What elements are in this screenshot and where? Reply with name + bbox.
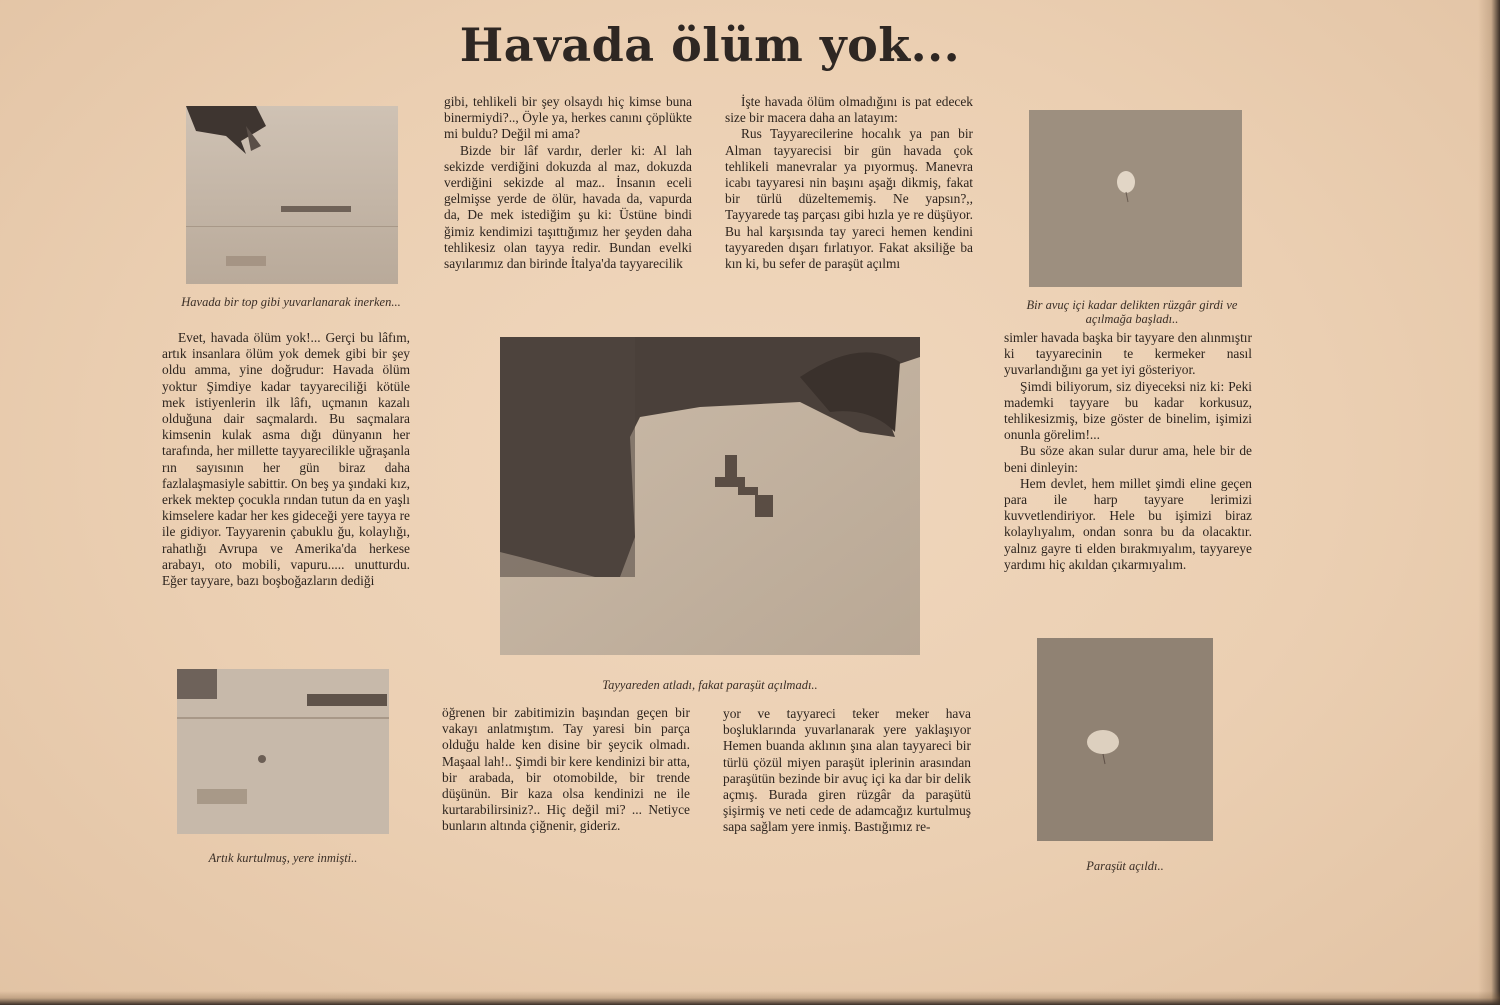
photo-plane-falling: [186, 106, 398, 284]
column-2-upper: [444, 94, 692, 272]
paragraph: Rus Tayyarecilerine hocalık ya pan bir Alman tayyarecisi bir gün havada çok tehlikeli manevralar ya pıyormuş. Manevra icabı tayyaresi nin başını aşağı dikmiş, fakat bir türlü düzeltememiş. Ne yapsın?,, Tayyarede taş parçası gibi hızla ye re düşüyor. Bu hal karşısında tay yareci hemen kendini tayyareden dışarı fırlatıyor. Fakat aksiliğe ba kın ki, bu sefer de paraşüt açılmı: [725, 126, 973, 272]
column-4-middle: [1004, 330, 1252, 573]
page-edge-shadow: [1478, 0, 1500, 1005]
paragraph: Şimdi biliyorum, siz diyeceksi niz ki: Peki mademki tayyare bu kadar korkusuz, tehlikesizmiş, bize göster de binelim, işimizi onunla görelim!...: [1004, 378, 1252, 443]
column-2-lower: [442, 705, 690, 835]
caption-bottom-right: Paraşüt açıldı..: [1086, 859, 1164, 873]
paragraph: öğrenen bir zabitimizin başından geçen bir vakayı anlatmıştım. Tay yaresi bin parça olduğu halde ken disine bir şeycik olmadı. Maşaal lah!.. Şimdi bir kere kendinizi bir atta, bir arabada, bir otomobilde, bir trende düşünün. Bir kaza olsa kendinizi ne ile kurtarabilirsiniz?.. Hiç değil mi? ... Netiyce bunların altında çiğnenir, gideriz.: [442, 705, 690, 834]
paragraph: simler havada başka bir tayyare den alınmıştır ki tayyarecinin te kermeker nasıl yuvarlandığını ga yet iyi gösteriyor.: [1004, 330, 1252, 378]
photo-parachute-opening: [1029, 110, 1242, 287]
paragraph: yor ve tayyareci teker meker hava boşluklarında yuvarlanarak yere yaklaşıyor Hemen buanda aklının şına alan tayyareci bir türlü çözül miyen paraşüt iplerinin arasından paraşütün bezinde bir avuç içi ka dar bir delik açmış. Burada giren rüzgâr da paraşütü şişirmiş ve neti cede de adamcağız kurtulmuş sapa sağlam yere inmiş. Bastığımız re-: [723, 706, 971, 835]
caption-top-left: Havada bir top gibi yuvarlanarak inerken...: [181, 295, 401, 309]
photo-landed: [177, 669, 389, 834]
paragraph: Evet, havada ölüm yok!... Gerçi bu lâfım, artık insanlara ölüm yok demek gibi bir şey oldu amma, yine doğrudur: Havada ölüm yoktur Şimdiye kadar tayyareciliği kötüle mek istiyenlerin ilk lâfı, uçmanın kazalı olduğuna dair saçmalardı. Bu saçmalara kimsenin kulak asma dığı dünyanın her tarafında, her millette tayyarecilikle uğraşanla rın sayısının her gün biraz daha fazlalaşmasiyle sabittir. On beş ya şındaki kız, erkek mektep çocukla rından tutun da en yaşlı kimselere kadar her kes gideceği yere tayya re ile gidiyor. Tayyarenin çabuklu ğu, kolaylığı, rahatlığı Avrupa ve Amerika'da herkese arabayı, oto mobili, vapuru..... unutturdu. Eğer tayyare, bazı boşboğazların dediği: [162, 330, 410, 589]
paragraph: İşte havada ölüm olmadığını is pat edecek size bir macera daha an latayım:: [725, 94, 973, 126]
headline: Havada ölüm yok...: [459, 18, 961, 72]
paragraph: Bizde bir lâf vardır, derler ki: Al lah sekizde verdiğini dokuzda al maz, dokuzda verdiğini sekizde al maz.. İnsanın eceli gelmişse yerde de ölür, havada da, vapurda da, De mek istediğim şu ki: Üstüne bindi ğimiz kendimizi taşıttığımız her şeyden daha tehlikesiz olan tayya redir. Bundan evelki sayılarımız dan birinde İtalya'da tayyarecilik: [444, 142, 692, 272]
photo-jump-from-plane: [500, 337, 920, 655]
page-bottom-shadow: [0, 991, 1500, 1005]
caption-bottom-left: Artık kurtulmuş, yere inmişti..: [208, 851, 358, 865]
caption-top-right: Bir avuç içi kadar delikten rüzgâr girdi ve açılmağa başladı..: [1026, 298, 1238, 326]
column-3-lower: [723, 706, 971, 836]
column-3-upper: [725, 94, 973, 272]
paragraph: gibi, tehlikeli bir şey olsaydı hiç kimse buna binermiydi?.., Öyle ya, herkes canını çöplükte mi buldu? Değil mi ama?: [444, 94, 692, 142]
paragraph: Hem devlet, hem millet şimdi eline geçen para ile harp tayyare lerimizi kuvvetlendiriyor. Hele bu işimizi biraz kolaylıyalım, ondan sonra bu da olacaktır. yalnız gayre ti elden bırakmıyalım, tayyareye yardımı hiç akıldan çıkarmıyalım.: [1004, 475, 1252, 572]
paragraph: Bu söze akan sular durur ama, hele bir de beni dinleyin:: [1004, 443, 1252, 475]
caption-center: Tayyareden atladı, fakat paraşüt açılmadı..: [602, 678, 818, 692]
column-1-lower: [162, 330, 410, 589]
photo-parachute-open: [1037, 638, 1213, 841]
